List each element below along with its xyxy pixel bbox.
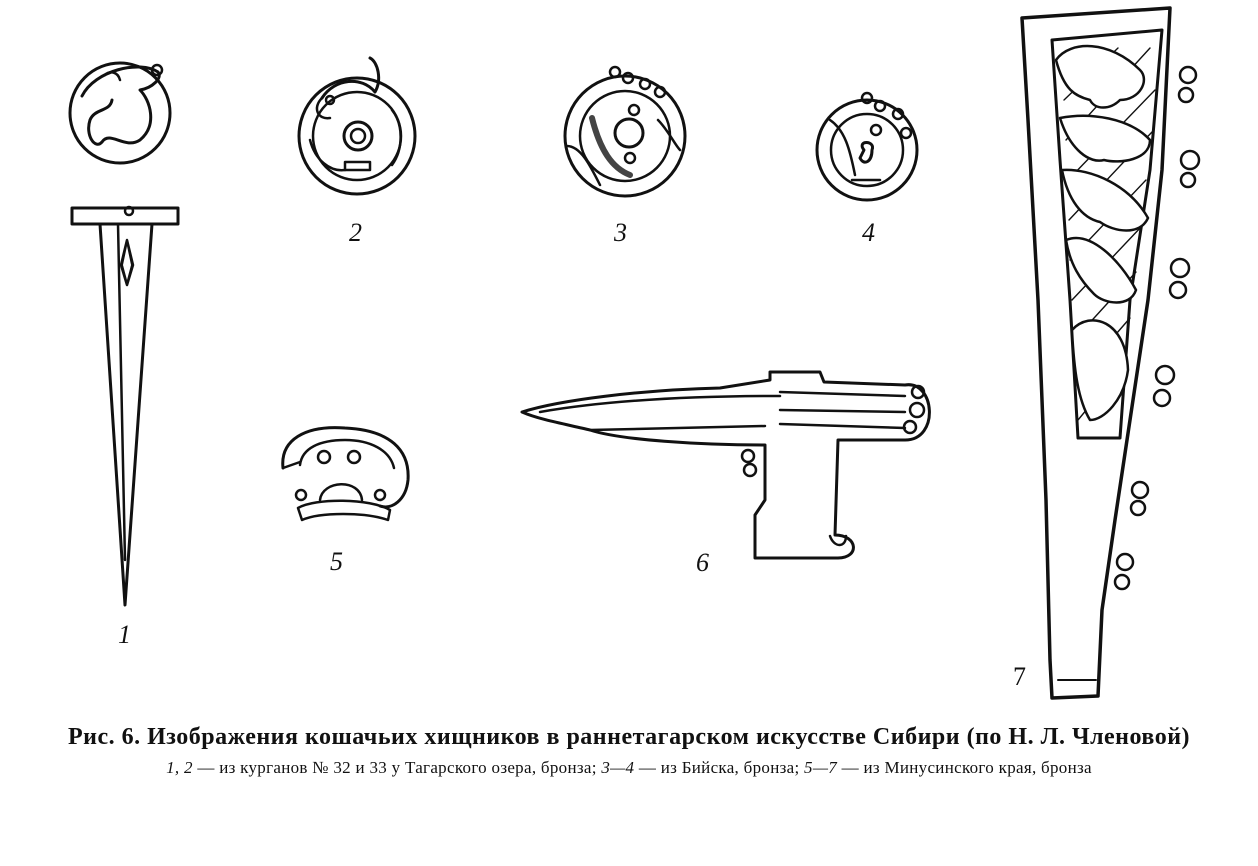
figure-3-plaque [565,67,685,196]
caption-note-text-3: — из Минусинского края, бронза [837,758,1092,777]
figure-label-4: 4 [862,218,875,247]
figure-label-1: 1 [118,620,131,649]
caption-note-ref-2: 3—4 [601,758,635,777]
figure-2-plaque [299,58,415,194]
figure-label-3: 3 [614,218,627,247]
figure-5-fragment [283,428,408,520]
figure-caption [0,722,1258,778]
figure-label-2: 2 [349,218,362,247]
caption-note-text-2: — из Бийска, бронза; [634,758,805,777]
caption-note-text-1: — из курганов № 32 и 33 у Тагарского озера, бронза; [192,758,602,777]
caption-title: Рис. 6. Изображения кошачьих хищников в раннетагарском искусстве Сибири (по Н. Л. Членовой) [67,724,1191,750]
caption-note-ref-3: 5—7 [804,758,838,777]
figure-4-plaque [817,93,917,200]
figure-6-axe [522,372,929,558]
figure-1-dagger [70,63,178,605]
caption-note [0,758,1258,778]
figure-label-6: 6 [696,548,709,577]
figure-label-5: 5 [330,547,343,576]
figure-7-knife [1022,8,1199,698]
caption-note-ref-1: 1, 2 [166,758,193,777]
figure-label-7: 7 [1013,662,1026,691]
